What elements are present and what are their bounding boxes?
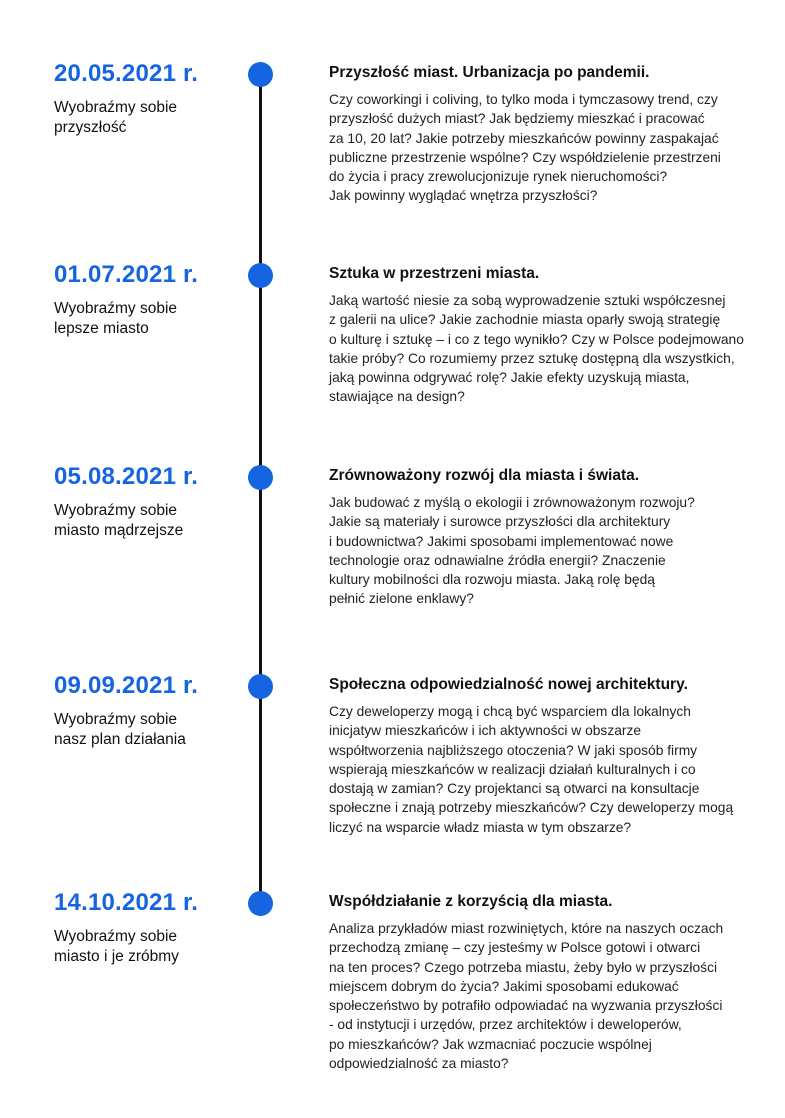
event-description: Jak budować z myślą o ekologii i zrównoważonym rozwoju? Jakie są materiały i surowce przyszłości dla architektury i budownictwa? Jakimi sposobami implementować nowe technologie oraz odnawialne źródła energii? Znaczenie kultury mobilności dla rozwoju miasta. Jaką rolę będą pełnić zielone enklawy? <box>329 495 695 607</box>
timeline-dot-icon <box>248 465 273 490</box>
timeline-dot-icon <box>248 674 273 699</box>
event-date: 01.07.2021 r. <box>54 261 199 288</box>
event-subtitle: Wyobraźmy sobie miasto mądrzejsze <box>54 502 184 539</box>
event-title: Społeczna odpowiedzialność nowej architektury. <box>329 676 688 693</box>
event-date: 20.05.2021 r. <box>54 60 199 87</box>
event-description: Jaką wartość niesie za sobą wyprowadzenie sztuki współczesnej z galerii na ulice? Jakie zachodnie miasta oparły swoją strategię o kulturę i sztukę – i co z tego wynikło? Czy w Polsce podejmowano takie próby? Co rozumiemy przez sztukę dostępną dla wszystkich, jaką powinna odgrywać rolę? Jakie efekty uzyskują miasta, stawiające na design? <box>329 293 744 405</box>
event-title: Zrównoważony rozwój dla miasta i świata. <box>329 467 640 484</box>
event-date: 09.09.2021 r. <box>54 672 199 699</box>
event-title: Współdziałanie z korzyścią dla miasta. <box>329 893 613 910</box>
timeline-dot-icon <box>248 62 273 87</box>
event-subtitle: Wyobraźmy sobie miasto i je zróbmy <box>54 928 179 965</box>
event-description: Czy coworkingi i coliving, to tylko moda i tymczasowy trend, czy przyszłość dużych miast? Jak będziemy mieszkać i pracować za 10, 20 lat? Jakie potrzeby mieszkańców powinny zaspakajać publiczne przestrzenie wspólne? Czy współdzielenie przestrzeni do życia i pracy zrewolucjonizuje rynek nieruchomości? Jak powinny wyglądać wnętrza przyszłości? <box>329 92 721 204</box>
event-subtitle: Wyobraźmy sobie lepsze miasto <box>54 300 178 337</box>
event-subtitle: Wyobraźmy sobie nasz plan działania <box>54 711 186 748</box>
event-date: 14.10.2021 r. <box>54 889 199 916</box>
event-description: Analiza przykładów miast rozwiniętych, które na naszych oczach przechodzą zmianę – czy jesteśmy w Polsce gotowi i otwarci na ten proces? Czego potrzeba miastu, żeby było w przyszłości miejscem dobrym do życia? Jakimi sposobami edukować społeczeństwo by potrafiło odpowiadać na wyzwania przyszłości - od instytucji i urzędów, przez architektów i deweloperów, po mieszkańców? Jak wzmacniać poczucie wspólnej odpowiedzialność za miasto? <box>329 921 724 1072</box>
event-date: 05.08.2021 r. <box>54 463 199 490</box>
event-title: Sztuka w przestrzeni miasta. <box>329 265 540 282</box>
timeline-dot-icon <box>248 891 273 916</box>
event-title: Przyszłość miast. Urbanizacja po pandemii. <box>329 64 650 81</box>
event-description: Czy deweloperzy mogą i chcą być wsparciem dla lokalnych inicjatyw mieszkańców i ich aktywności w obszarze współtworzenia najbliższego otoczenia? W jaki sposób firmy wspierają mieszkańców w realizacji działań kulturalnych i co dostają w zamian? Czy projektanci są otwarci na konsultacje społeczne i znają potrzeby mieszkańców? Czy deweloperzy mogą liczyć na wsparcie władz miasta w tym obszarze? <box>329 704 734 835</box>
timeline-dot-icon <box>248 263 273 288</box>
event-subtitle: Wyobraźmy sobie przyszłość <box>54 99 178 136</box>
